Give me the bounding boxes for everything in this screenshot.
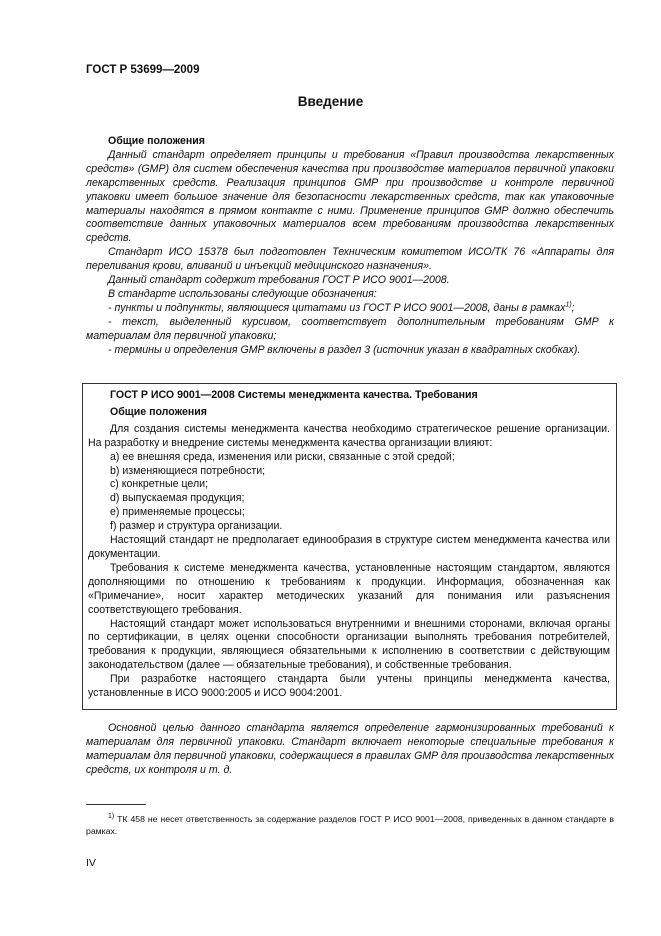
intro-list-item-2: - текст, выделенный курсивом, соответствует дополнительным требованиям GMP к материалам для первичной упаковки; — [86, 315, 614, 342]
frame-list-item: а) ее внешняя среда, изменения или риски, связанные с этой средой; — [110, 450, 455, 463]
intro-list-item-1-text: - пункты и подпункты, являющиеся цитатами из ГОСТ Р ИСО 9001—2008, даны в рамках — [108, 301, 566, 314]
intro-paragraph-4: В стандарте использованы следующие обозначения: — [108, 287, 377, 300]
frame-list-item: d) выпускаемая продукция; — [110, 492, 245, 505]
quoted-standard-content — [88, 389, 610, 701]
intro-paragraph-2: Стандарт ИСО 15378 был подготовлен Техническим комитетом ИСО/ТК 76 «Аппараты для переливания крови, вливаний и инъекций медицинского назначения». — [86, 246, 614, 273]
intro-paragraph-1: Данный стандарт определяет принципы и требования «Правил производства лекарственных средств» (GMP) для систем обеспечения качества при производстве материалов первичной упаковки лекарственных средств. Реализация принципов GMP при производстве и контроле первичной упаковки имеет большое значение для безопасности лекарственных средств, так как упаковочные материалы находятся в прямом контакте с ними. Применение принципов GMP должно обеспечить соответствие данных упаковочных материалов всем требованиям производства лекарственных средств. — [86, 148, 614, 245]
frame-list-item: b) изменяющиеся потребности; — [110, 464, 266, 477]
section-title: Введение — [297, 94, 364, 109]
quoted-standard-frame — [82, 383, 617, 710]
footnote — [86, 814, 614, 837]
frame-paragraph-3: Требования к системе менеджмента качества, установленные настоящим стандартом, являются дополняющими по отношению к требованиям к продукции. Информация, обозначенная как «Примечание», носит характер методических указаний для понимания или разъяснения соответствующего требования. — [88, 561, 610, 616]
footnote-ref: 1) — [565, 301, 572, 309]
frame-paragraph-2: Настоящий стандарт не предполагает единообразия в структуре систем менеджмента качества или документации. — [88, 534, 610, 560]
frame-subheading: Общие положения — [110, 405, 207, 418]
footnote-text: ТК 458 не несет ответственность за содержание разделов ГОСТ Р ИСО 9001—2008, приведенных в данном стандарте в рамках. — [86, 814, 614, 836]
intro-section — [86, 135, 614, 358]
frame-list-item: e) применяемые процессы; — [110, 506, 245, 519]
closing-paragraph: Основной целью данного стандарта является определение гармонизированных требований к материалам для первичной упаковки. Стандарт включает некоторые специальные требования к материалам для первичной упаковки, содержащиеся в правилах GMP для производства лекарственных средств, их контроля и т. д. — [86, 722, 614, 776]
footnote-mark: 1) — [108, 813, 115, 821]
intro-paragraph-3: Данный стандарт содержит требования ГОСТ Р ИСО 9001—2008. — [108, 274, 450, 287]
intro-list-item-1-end: ; — [571, 301, 575, 314]
frame-paragraph-4: Настоящий стандарт может использоваться внутренними и внешними сторонами, включая органы по сертификации, в целях оценки способности организации выполнять требования потребителей, требования к продукции, являющиеся обязательными к исполнению в соответствии с действующим законодательством (далее — обязательные требования), и собственные требования. — [88, 617, 610, 672]
intro-subheading: Общие положения — [108, 135, 205, 147]
closing-section — [86, 722, 614, 778]
frame-list-item: f) размер и структура организации. — [110, 520, 283, 533]
document-id: ГОСТ Р 53699—2009 — [86, 64, 200, 76]
page-number: IV — [86, 857, 96, 869]
frame-paragraph-5: При разработке настоящего стандарта были учтены принципы менеджмента качества, установленные в ИСО 9000:2005 и ИСО 9004:2001. — [88, 673, 610, 700]
frame-list-item: c) конкретные цели; — [110, 478, 209, 491]
frame-paragraph-1: Для создания системы менеджмента качества необходимо стратегическое решение организации. На разработку и внедрение системы менеджмента качества организации влияют: — [88, 422, 610, 449]
intro-list-item-1 — [86, 302, 614, 316]
intro-list-item-3: - термины и определения GMP включены в раздел 3 (источник указан в квадратных скобках). — [108, 343, 581, 356]
frame-title: ГОСТ Р ИСО 9001—2008 Системы менеджмента качества. Требования — [110, 389, 478, 401]
footnote-divider — [86, 804, 146, 805]
